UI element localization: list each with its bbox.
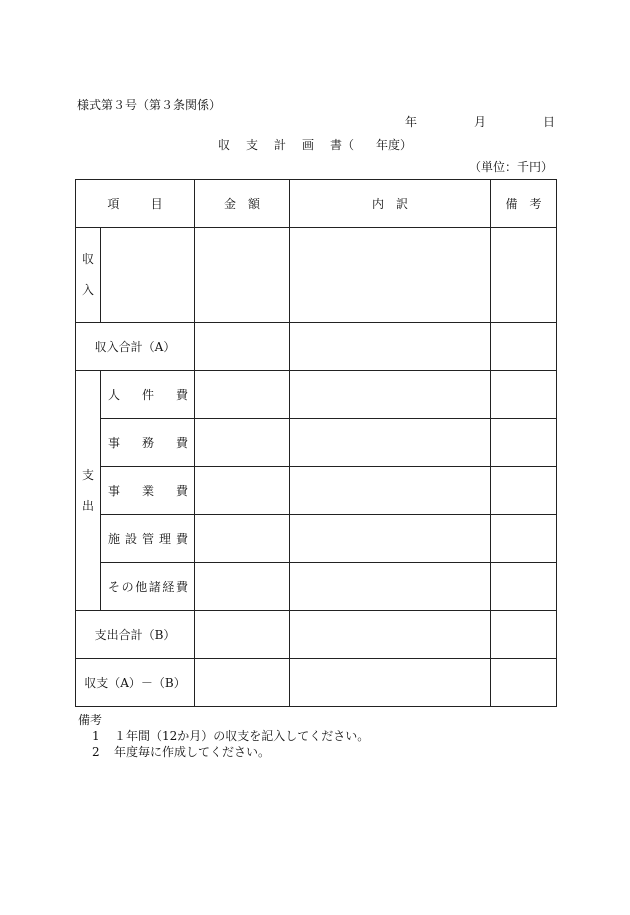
expense-breakdown-cell[interactable] <box>290 515 491 563</box>
form-number: 様式第３号（第３条関係） <box>77 98 222 112</box>
expense-item-project: 事 業 費 <box>101 467 195 515</box>
expense-amount-cell[interactable] <box>195 371 290 419</box>
notes <box>78 712 369 760</box>
title-char: 支 <box>245 138 258 152</box>
expense-breakdown-cell[interactable] <box>290 419 491 467</box>
income-breakdown-cell[interactable] <box>290 228 491 323</box>
expense-item-office: 事 務 費 <box>101 419 195 467</box>
balance-row <box>76 659 557 707</box>
title-char: 画 <box>302 138 315 152</box>
expense-amount-cell[interactable] <box>195 419 290 467</box>
title-char: 書（ <box>330 138 355 152</box>
expense-row <box>76 419 557 467</box>
expense-amount-cell[interactable] <box>195 467 290 515</box>
balance-label: 収支（A）－（B） <box>76 659 195 707</box>
expense-item-personnel: 人 件 費 <box>101 371 195 419</box>
balance-breakdown-cell[interactable] <box>290 659 491 707</box>
expense-remarks-cell[interactable] <box>491 515 557 563</box>
expense-total-amount-cell[interactable] <box>195 611 290 659</box>
unit-note: （単位：千円） <box>468 160 553 174</box>
expense-breakdown-cell[interactable] <box>290 563 491 611</box>
income-total-row <box>76 323 557 371</box>
expense-remarks-cell[interactable] <box>491 563 557 611</box>
expense-total-label: 支出合計（B） <box>76 611 195 659</box>
expense-total-row <box>76 611 557 659</box>
expense-row <box>76 563 557 611</box>
date-month-label: 月 <box>473 115 486 129</box>
income-label: 収 入 <box>76 228 101 323</box>
document-title <box>0 136 630 153</box>
col-header-amount: 金 額 <box>195 180 290 228</box>
balance-remarks-cell[interactable] <box>491 659 557 707</box>
income-row <box>76 228 557 323</box>
header-row <box>76 180 557 228</box>
title-char: 収 <box>217 138 230 152</box>
expense-row <box>76 371 557 419</box>
note-item: 2 年度毎に作成してください。 <box>92 745 271 759</box>
expense-item-facility: 施 設 管 理 費 <box>101 515 195 563</box>
expense-row <box>76 467 557 515</box>
income-remarks-cell[interactable] <box>491 228 557 323</box>
notes-heading: 備考 <box>78 713 103 727</box>
expense-breakdown-cell[interactable] <box>290 371 491 419</box>
expense-amount-cell[interactable] <box>195 515 290 563</box>
budget-table <box>75 179 557 707</box>
expense-label: 支 出 <box>76 371 101 611</box>
title-char: 年度） <box>376 138 413 152</box>
income-total-breakdown-cell[interactable] <box>290 323 491 371</box>
expense-item-misc: そ の 他 諸 経 費 <box>101 563 195 611</box>
income-total-amount-cell[interactable] <box>195 323 290 371</box>
expense-remarks-cell[interactable] <box>491 371 557 419</box>
income-total-label: 収入合計（A） <box>76 323 195 371</box>
income-amount-cell[interactable] <box>195 228 290 323</box>
expense-amount-cell[interactable] <box>195 563 290 611</box>
balance-amount-cell[interactable] <box>195 659 290 707</box>
title-char: 計 <box>273 138 286 152</box>
col-header-remarks: 備 考 <box>491 180 557 228</box>
expense-row <box>76 515 557 563</box>
income-total-remarks-cell[interactable] <box>491 323 557 371</box>
date-line <box>405 113 555 130</box>
expense-total-remarks-cell[interactable] <box>491 611 557 659</box>
expense-breakdown-cell[interactable] <box>290 467 491 515</box>
date-year-label: 年 <box>405 115 418 129</box>
note-item: 1 １年間（12か月）の収支を記入してください。 <box>92 729 370 743</box>
expense-remarks-cell[interactable] <box>491 419 557 467</box>
expense-remarks-cell[interactable] <box>491 467 557 515</box>
expense-total-breakdown-cell[interactable] <box>290 611 491 659</box>
date-day-label: 日 <box>542 115 555 129</box>
income-item-cell[interactable] <box>101 228 195 323</box>
col-header-breakdown: 内 訳 <box>290 180 491 228</box>
col-header-item: 項 目 <box>76 180 195 228</box>
